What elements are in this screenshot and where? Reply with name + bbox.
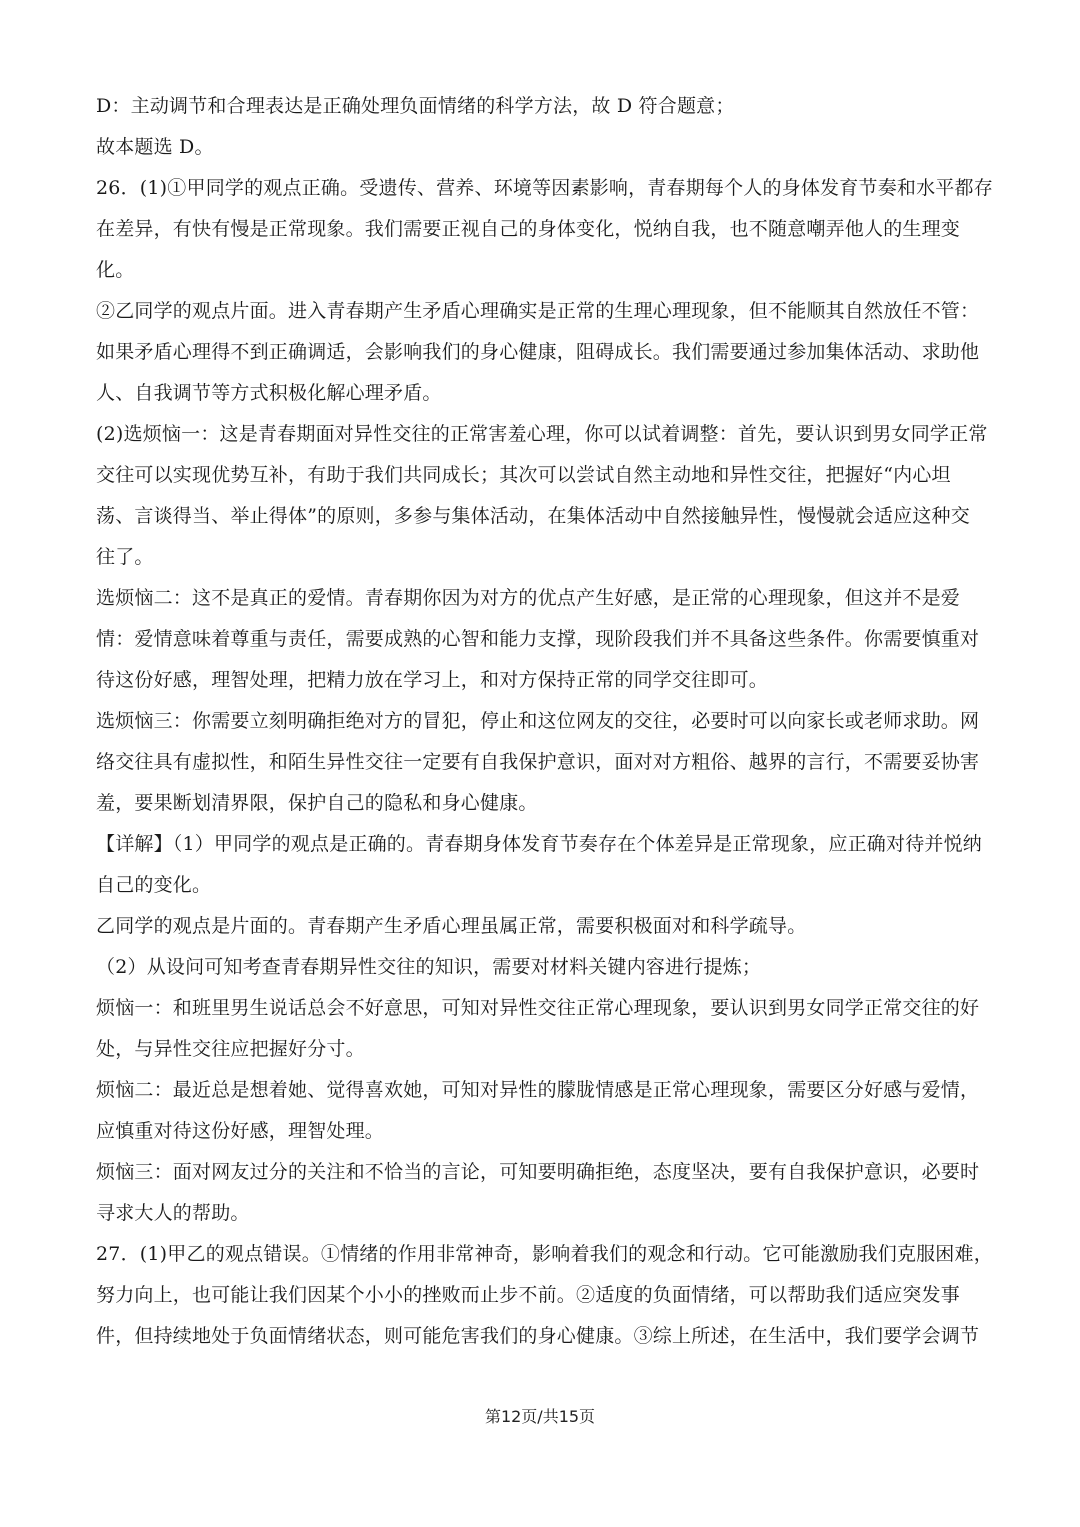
text-line: 应慎重对待这份好感，理智处理。 bbox=[96, 1120, 385, 1142]
text-line: (2)选烦恼一：这是青春期面对异性交往的正常害羞心理，你可以试着调整：首先，要认识到男女同学正常 bbox=[96, 423, 988, 445]
page-number: 第12页/共15页 bbox=[484, 1407, 596, 1426]
text-line: 如果矛盾心理得不到正确调适，会影响我们的身心健康，阻碍成长。我们需要通过参加集体活动、求助他 bbox=[96, 341, 980, 363]
text-line: 化。 bbox=[96, 259, 135, 281]
text-line: 待这份好感，理智处理，把精力放在学习上，和对方保持正常的同学交往即可。 bbox=[96, 669, 769, 691]
text-line: 乙同学的观点是片面的。青春期产生矛盾心理虽属正常，需要积极面对和科学疏导。 bbox=[96, 915, 807, 937]
text-line: 故本题选 D。 bbox=[96, 136, 214, 158]
text-line: 26．(1)①甲同学的观点正确。受遗传、营养、环境等因素影响，青春期每个人的身体发育节奏和水平都存 bbox=[96, 177, 993, 199]
text-line: ②乙同学的观点片面。进入青春期产生矛盾心理确实是正常的生理心理现象，但不能顺其自然放任不管： bbox=[96, 300, 980, 322]
text-line: 件，但持续地处于负面情绪状态，则可能危害我们的身心健康。③综上所述，在生活中，我们要学会调节 bbox=[96, 1325, 980, 1347]
text-line: 努力向上，也可能让我们因某个小小的挫败而止步不前。②适度的负面情绪，可以帮助我们适应突发事 bbox=[96, 1284, 961, 1306]
document-body bbox=[96, 86, 993, 1357]
text-line: （2）从设问可知考查青春期异性交往的知识，需要对材料关键内容进行提炼； bbox=[96, 956, 762, 978]
text-line: 交往可以实现优势互补，有助于我们共同成长；其次可以尝试自然主动地和异性交往，把握好“内心坦 bbox=[96, 464, 951, 486]
text-line: 情：爱情意味着尊重与责任，需要成熟的心智和能力支撑，现阶段我们并不具备这些条件。你需要慎重对 bbox=[96, 628, 980, 650]
text-line: 自己的变化。 bbox=[96, 874, 212, 896]
text-line: 处，与异性交往应把握好分寸。 bbox=[96, 1038, 365, 1060]
text-line: 络交往具有虚拟性，和陌生异性交往一定要有自我保护意识，面对对方粗俗、越界的言行，不需要妥协害 bbox=[96, 751, 980, 773]
text-line: D：主动调节和合理表达是正确处理负面情绪的科学方法，故 D 符合题意； bbox=[96, 95, 735, 117]
text-line: 荡、言谈得当、举止得体”的原则，多参与集体活动，在集体活动中自然接触异性，慢慢就会适应这种交 bbox=[96, 505, 970, 527]
text-line: 在差异，有快有慢是正常现象。我们需要正视自己的身体变化，悦纳自我，也不随意嘲弄他人的生理变 bbox=[96, 218, 961, 240]
text-line: 羞，要果断划清界限，保护自己的隐私和身心健康。 bbox=[96, 792, 538, 814]
text-line: 选烦恼三：你需要立刻明确拒绝对方的冒犯，停止和这位网友的交往，必要时可以向家长或老师求助。网 bbox=[96, 710, 980, 732]
text-line: 27．(1)甲乙的观点错误。①情绪的作用非常神奇，影响着我们的观念和行动。它可能激励我们克服困难， bbox=[96, 1243, 993, 1265]
text-line: 【详解】（1）甲同学的观点是正确的。青春期身体发育节奏存在个体差异是正常现象，应正确对待并悦纳 bbox=[96, 833, 982, 855]
text-line: 烦恼三：面对网友过分的关注和不恰当的言论，可知要明确拒绝，态度坚决，要有自我保护意识，必要时 bbox=[96, 1161, 980, 1183]
text-line: 烦恼二：最近总是想着她、觉得喜欢她，可知对异性的朦胧情感是正常心理现象，需要区分好感与爱情， bbox=[96, 1079, 980, 1101]
text-line: 人、自我调节等方式积极化解心理矛盾。 bbox=[96, 382, 442, 404]
text-line: 选烦恼二：这不是真正的爱情。青春期你因为对方的优点产生好感，是正常的心理现象，但这并不是爱 bbox=[96, 587, 961, 609]
text-line: 寻求大人的帮助。 bbox=[96, 1202, 250, 1224]
text-line: 往了。 bbox=[96, 546, 154, 568]
text-line: 烦恼一：和班里男生说话总会不好意思，可知对异性交往正常心理现象，要认识到男女同学正常交往的好 bbox=[96, 997, 980, 1019]
